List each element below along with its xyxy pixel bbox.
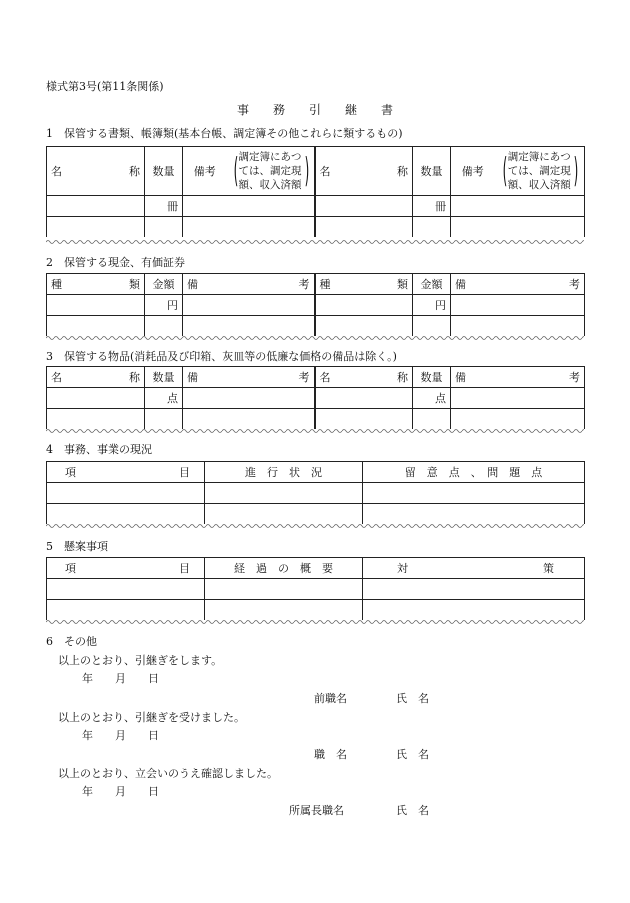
section2-heading: 2 保管する現金、有価証券 xyxy=(46,256,185,269)
section5-table xyxy=(46,557,585,620)
col-remarks-header: 備考 xyxy=(183,147,227,196)
supervisor-role-label: 所属長職名 xyxy=(289,804,344,817)
name-label-1: 氏 名 xyxy=(396,692,429,705)
date-line-2: 年 月 日 xyxy=(82,729,159,742)
col-remarks-header-right: 備考 xyxy=(451,147,495,196)
statement-witnessed: 以上のとおり、立会いのうえ確認しました。 xyxy=(58,767,278,780)
section4-table xyxy=(46,461,585,524)
date-line-3: 年 月 日 xyxy=(82,785,159,798)
section6-heading: 6 その他 xyxy=(46,635,97,648)
section2-table xyxy=(46,273,585,336)
col-remarks-header: 備 考 xyxy=(183,367,315,388)
col-issues-header: 留 意 点 、 問 題 点 xyxy=(363,462,585,483)
col-remarks-header-right: 備 考 xyxy=(451,274,585,295)
col-remarks-header: 備 考 xyxy=(183,274,315,295)
unit-label-right: 円 xyxy=(413,295,451,316)
col-quantity-header: 数量 xyxy=(145,147,183,196)
document-title: 事 務 引 継 書 xyxy=(236,103,393,117)
col-measure-header: 対 策 xyxy=(363,558,585,579)
col-type-header: 種 類 xyxy=(47,274,145,295)
col-type-header-right: 種 類 xyxy=(315,274,413,295)
col-name-header-right: 名 称 xyxy=(315,147,413,196)
section1-table xyxy=(46,146,585,237)
section5-heading: 5 懸案事項 xyxy=(46,540,108,553)
name-label-2: 氏 名 xyxy=(396,748,429,761)
col-amount-header: 金額 xyxy=(145,274,183,295)
col-summary-header: 経 過 の 概 要 xyxy=(205,558,363,579)
col-progress-header: 進 行 状 況 xyxy=(205,462,363,483)
table-break-line xyxy=(46,520,584,528)
section1-heading: 1 保管する書類、帳簿類(基本台帳、調定簿その他これらに類するもの) xyxy=(46,127,403,140)
unit-label: 点 xyxy=(145,388,183,409)
statement-handover: 以上のとおり、引継ぎをします。 xyxy=(58,654,223,667)
table-break-line xyxy=(46,616,584,624)
date-line-1: 年 月 日 xyxy=(82,672,159,685)
unit-label-right: 点 xyxy=(413,388,451,409)
section3-table xyxy=(46,366,585,429)
col-name-header: 名 称 xyxy=(47,147,145,196)
col-item-header: 項 目 xyxy=(47,462,205,483)
table-break-line xyxy=(46,425,584,433)
section3-heading: 3 保管する物品(消耗品及び印箱、灰皿等の低廉な価格の備品は除く。) xyxy=(46,350,397,363)
statement-received: 以上のとおり、引継ぎを受けました。 xyxy=(58,711,245,724)
col-item-header: 項 目 xyxy=(47,558,205,579)
table-break-line xyxy=(46,332,584,340)
col-remarks-header-right: 備 考 xyxy=(451,367,585,388)
col-quantity-header-right: 数量 xyxy=(413,367,451,388)
form-label: 様式第3号(第11条関係) xyxy=(46,80,164,93)
col-quantity-header-right: 数量 xyxy=(413,147,451,196)
unit-label: 冊 xyxy=(145,196,183,217)
col-amount-header-right: 金額 xyxy=(413,274,451,295)
col-name-header-right: 名 称 xyxy=(315,367,413,388)
col-note-header-right: ( 調定簿にあつ ては、調定現 額、収入済額 ) xyxy=(495,147,585,196)
section4-heading: 4 事務、事業の現況 xyxy=(46,443,152,456)
unit-label: 円 xyxy=(145,295,183,316)
table-break-line xyxy=(46,236,584,244)
col-name-header: 名 称 xyxy=(47,367,145,388)
former-role-label: 前職名 xyxy=(314,692,347,705)
unit-label-right: 冊 xyxy=(413,196,451,217)
role-label: 職 名 xyxy=(314,748,347,761)
col-quantity-header: 数量 xyxy=(145,367,183,388)
col-note-header: ( 調定簿にあつ ては、調定現 額、収入済額 ) xyxy=(227,147,315,196)
name-label-3: 氏 名 xyxy=(396,804,429,817)
